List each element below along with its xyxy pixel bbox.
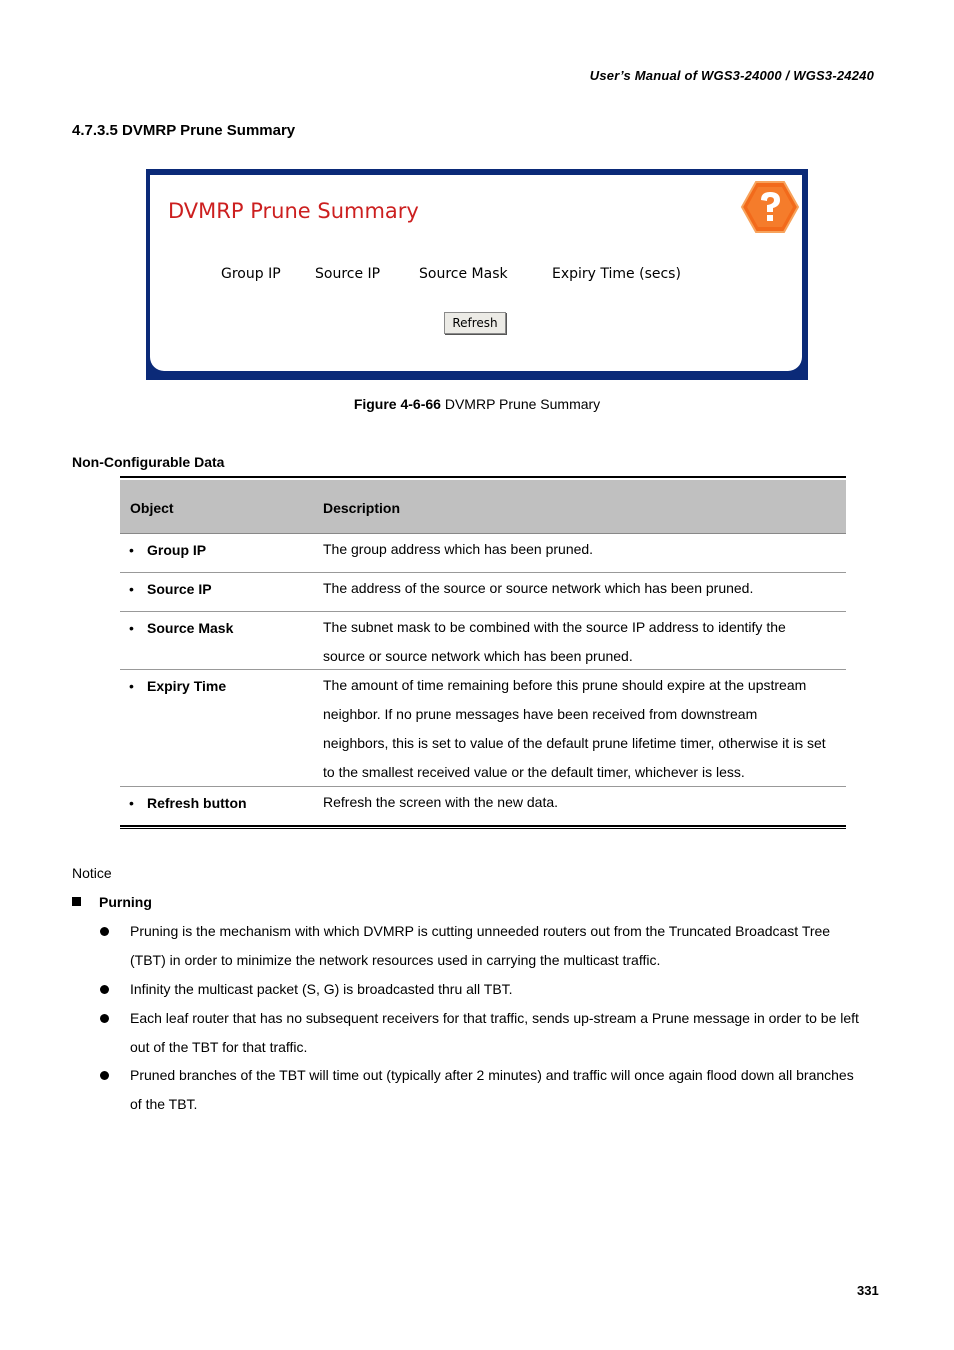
bullet-dot-icon [100, 1071, 109, 1080]
row-object: • Refresh button [129, 795, 247, 811]
row-description [323, 612, 843, 675]
figure-caption [0, 396, 954, 412]
table-row [120, 787, 846, 825]
row-description [323, 573, 843, 607]
panel-title: DVMRP Prune Summary [168, 199, 419, 223]
row-object: • Expiry Time [129, 678, 227, 694]
bullet-line: of the TBT. [130, 1096, 198, 1112]
column-source-ip: Source IP [315, 266, 381, 282]
data-table [120, 476, 846, 829]
desc-line: The group address which has been pruned. [323, 541, 594, 557]
table-top-border [120, 476, 846, 478]
row-object-label: Expiry Time [147, 678, 227, 694]
column-group-ip: Group IP [221, 266, 281, 282]
table-bottom-border [120, 825, 846, 829]
bullet-line: out of the TBT for that traffic. [130, 1039, 308, 1055]
purning-label: Purning [99, 894, 152, 910]
table-row [120, 534, 846, 573]
desc-line: source or source network which has been pruned. [323, 648, 633, 664]
list-item-text [130, 1061, 890, 1119]
figure-label: Figure 4-6-66 [353, 396, 441, 412]
bullet-dot-icon [100, 985, 109, 994]
header-object: Object [130, 500, 174, 516]
row-object: • Group IP [129, 542, 207, 558]
row-object: • Source Mask [129, 620, 234, 636]
bullet-dot-icon [100, 1014, 109, 1023]
row-object-label: Source Mask [147, 620, 234, 636]
table-row [120, 670, 846, 787]
row-description [323, 787, 843, 821]
screenshot-panel [150, 175, 802, 371]
refresh-button[interactable]: Refresh [444, 312, 506, 334]
row-object-label: Refresh button [147, 795, 247, 811]
table-title: Non-Configurable Data [72, 454, 225, 470]
question-mark-icon[interactable] [740, 180, 800, 234]
desc-line: The address of the source or source network which has been pruned. [323, 580, 754, 596]
column-source-mask: Source Mask [419, 266, 508, 282]
section-title: 4.7.3.5 DVMRP Prune Summary [72, 122, 296, 139]
list-item-text [130, 975, 890, 1004]
row-description [323, 670, 843, 791]
figure-text: DVMRP Prune Summary [440, 396, 601, 412]
dvmrp-prune-summary-screenshot [146, 169, 808, 380]
bullet-line: Pruning is the mechanism with which DVMRP is cutting unneeded routers out from the Truncated Broadcast Tree [130, 923, 831, 939]
row-object: • Source IP [129, 581, 212, 597]
purning-heading [72, 894, 152, 910]
square-bullet-icon [72, 897, 81, 906]
header-description: Description [323, 500, 401, 516]
bullet-line: Infinity the multicast packet (S, G) is broadcasted thru all TBT. [130, 981, 513, 997]
page-header: User’s Manual of WGS3-24000 / WGS3-24240 [589, 68, 874, 83]
list-item-text [130, 1004, 890, 1062]
desc-line: The subnet mask to be combined with the source IP address to identify the [323, 619, 786, 635]
notice-label: Notice [72, 865, 112, 881]
list-item-text [130, 917, 890, 975]
bullet-line: (TBT) in order to minimize the network resources used in carrying the multicast traffic. [130, 952, 661, 968]
table-row [120, 573, 846, 612]
row-description [323, 534, 843, 568]
column-expiry-time: Expiry Time (secs) [552, 266, 681, 282]
desc-line: neighbor. If no prune messages have been received from downstream [323, 706, 758, 722]
row-object-label: Group IP [147, 542, 207, 558]
desc-line: The amount of time remaining before this prune should expire at the upstream [323, 677, 807, 693]
desc-line: Refresh the screen with the new data. [323, 794, 559, 810]
table-row [120, 612, 846, 670]
bullet-line: Pruned branches of the TBT will time out (typically after 2 minutes) and traffic will once again flood down all branches [130, 1067, 854, 1083]
bullet-dot-icon [100, 927, 109, 936]
page-number: 331 [857, 1283, 879, 1298]
bullet-line: Each leaf router that has no subsequent receivers for that traffic, sends up-stream a Prune message in order to be left [130, 1010, 859, 1026]
desc-line: to the smallest received value or the default timer, whichever is less. [323, 764, 745, 780]
desc-line: neighbors, this is set to value of the default prune lifetime timer, otherwise it is set [323, 735, 826, 751]
table-header [120, 480, 846, 534]
row-object-label: Source IP [147, 581, 212, 597]
